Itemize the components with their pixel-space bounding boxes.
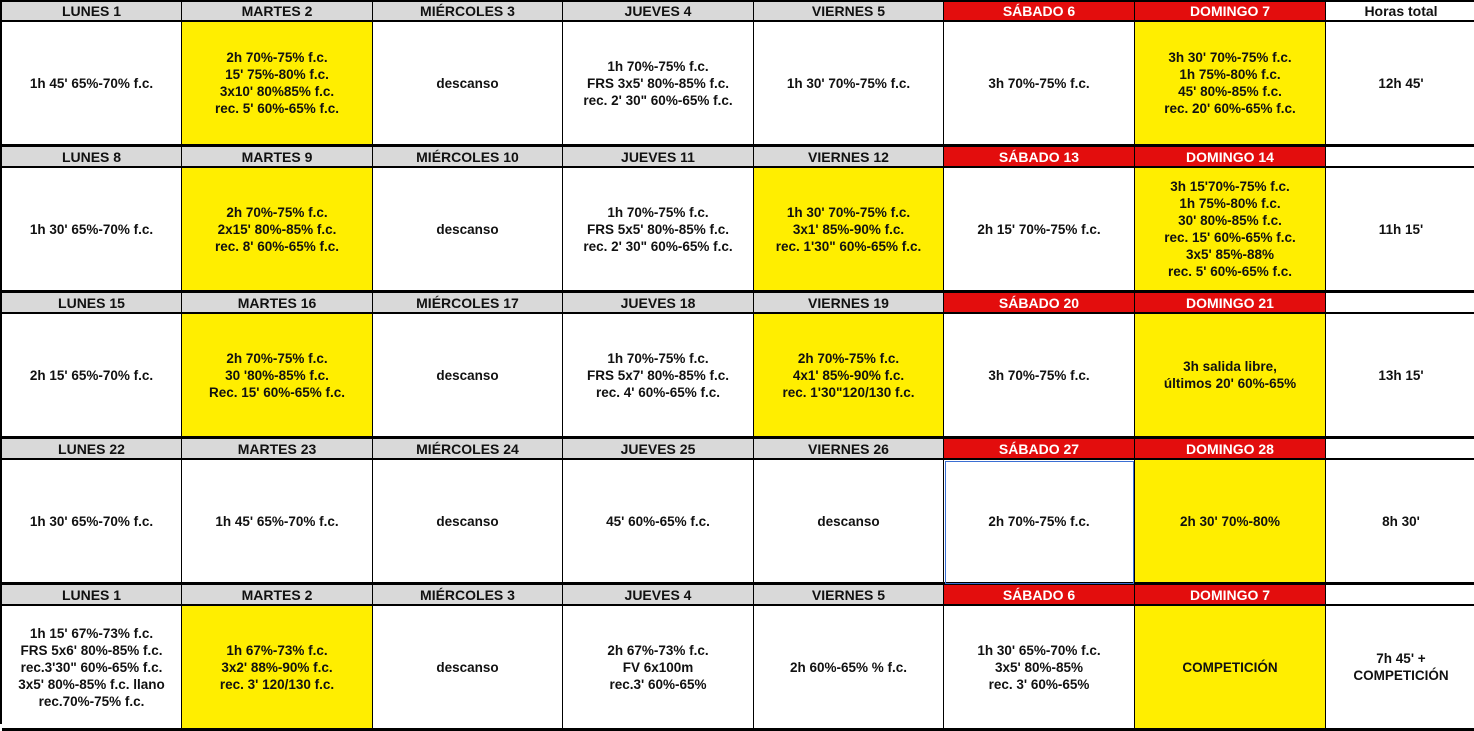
day-header[interactable]: VIERNES 19 xyxy=(754,293,944,314)
workout-cell[interactable]: 1h 30' 65%-70% f.c. 3x5' 80%-85% rec. 3' 60%-65% xyxy=(944,606,1135,731)
day-header[interactable]: JUEVES 11 xyxy=(563,147,754,168)
workout-cell[interactable]: 2h 30' 70%-80% xyxy=(1135,460,1326,585)
day-header[interactable]: JUEVES 4 xyxy=(563,2,754,22)
total-header-empty[interactable] xyxy=(1326,439,1474,460)
weekly-total-cell[interactable]: 8h 30' xyxy=(1326,460,1474,585)
day-header[interactable]: DOMINGO 21 xyxy=(1135,293,1326,314)
total-hours-header[interactable]: Horas total xyxy=(1326,2,1474,22)
day-header[interactable]: DOMINGO 7 xyxy=(1135,2,1326,22)
weekly-total-cell[interactable]: 7h 45' + COMPETICIÓN xyxy=(1326,606,1474,731)
day-header[interactable]: DOMINGO 28 xyxy=(1135,439,1326,460)
day-header[interactable]: VIERNES 5 xyxy=(754,2,944,22)
day-header[interactable]: MIÉRCOLES 10 xyxy=(373,147,563,168)
workout-cell[interactable]: 3h 15'70%-75% f.c. 1h 75%-80% f.c. 30' 80%-85% f.c. rec. 15' 60%-65% f.c. 3x5' 85%-88% rec. 5' 60%-65% f.c. xyxy=(1135,168,1326,293)
workout-cell[interactable]: 3h 70%-75% f.c. xyxy=(944,314,1135,439)
workout-cell[interactable]: 1h 30' 70%-75% f.c. 3x1' 85%-90% f.c. rec. 1'30" 60%-65% f.c. xyxy=(754,168,944,293)
day-header[interactable]: LUNES 1 xyxy=(2,2,182,22)
workout-cell[interactable]: 2h 15' 65%-70% f.c. xyxy=(2,314,182,439)
workout-cell[interactable]: descanso xyxy=(373,460,563,585)
day-header[interactable]: SÁBADO 6 xyxy=(944,585,1135,606)
day-header[interactable]: SÁBADO 27 xyxy=(944,439,1135,460)
day-header[interactable]: VIERNES 12 xyxy=(754,147,944,168)
workout-cell[interactable]: 2h 70%-75% f.c. 30 '80%-85% f.c. Rec. 15' 60%-65% f.c. xyxy=(182,314,373,439)
workout-cell[interactable]: 1h 70%-75% f.c. FRS 5x7' 80%-85% f.c. rec. 4' 60%-65% f.c. xyxy=(563,314,754,439)
workout-cell[interactable]: descanso xyxy=(373,314,563,439)
day-header[interactable]: LUNES 15 xyxy=(2,293,182,314)
workout-cell[interactable]: descanso xyxy=(373,22,563,147)
workout-cell[interactable]: 3h 30' 70%-75% f.c. 1h 75%-80% f.c. 45' 80%-85% f.c. rec. 20' 60%-65% f.c. xyxy=(1135,22,1326,147)
day-header[interactable]: JUEVES 4 xyxy=(563,585,754,606)
workout-cell[interactable]: 3h salida libre, últimos 20' 60%-65% xyxy=(1135,314,1326,439)
day-header[interactable]: MARTES 23 xyxy=(182,439,373,460)
workout-cell[interactable]: 1h 45' 65%-70% f.c. xyxy=(182,460,373,585)
day-header[interactable]: LUNES 1 xyxy=(2,585,182,606)
day-header[interactable]: DOMINGO 14 xyxy=(1135,147,1326,168)
workout-cell[interactable]: 2h 70%-75% f.c. 15' 75%-80% f.c. 3x10' 80%85% f.c. rec. 5' 60%-65% f.c. xyxy=(182,22,373,147)
day-header[interactable]: JUEVES 18 xyxy=(563,293,754,314)
day-header[interactable]: VIERNES 5 xyxy=(754,585,944,606)
day-header[interactable]: MARTES 2 xyxy=(182,585,373,606)
day-header[interactable]: VIERNES 26 xyxy=(754,439,944,460)
day-header[interactable]: MARTES 9 xyxy=(182,147,373,168)
day-header[interactable]: MARTES 16 xyxy=(182,293,373,314)
day-header[interactable]: JUEVES 25 xyxy=(563,439,754,460)
workout-cell[interactable]: descanso xyxy=(754,460,944,585)
day-header[interactable]: MIÉRCOLES 24 xyxy=(373,439,563,460)
workout-cell[interactable]: 1h 70%-75% f.c. FRS 3x5' 80%-85% f.c. rec. 2' 30" 60%-65% f.c. xyxy=(563,22,754,147)
day-header[interactable]: SÁBADO 20 xyxy=(944,293,1135,314)
day-header[interactable]: SÁBADO 13 xyxy=(944,147,1135,168)
workout-cell[interactable]: 2h 70%-75% f.c. 2x15' 80%-85% f.c. rec. 8' 60%-65% f.c. xyxy=(182,168,373,293)
workout-cell[interactable]: 1h 30' 70%-75% f.c. xyxy=(754,22,944,147)
total-header-empty[interactable] xyxy=(1326,585,1474,606)
day-header[interactable]: MIÉRCOLES 17 xyxy=(373,293,563,314)
workout-cell[interactable]: 1h 70%-75% f.c. FRS 5x5' 80%-85% f.c. rec. 2' 30" 60%-65% f.c. xyxy=(563,168,754,293)
weekly-total-cell[interactable]: 11h 15' xyxy=(1326,168,1474,293)
day-header[interactable]: LUNES 22 xyxy=(2,439,182,460)
workout-cell[interactable]: COMPETICIÓN xyxy=(1135,606,1326,731)
day-header[interactable]: DOMINGO 7 xyxy=(1135,585,1326,606)
day-header[interactable]: SÁBADO 6 xyxy=(944,2,1135,22)
workout-cell[interactable]: 1h 30' 65%-70% f.c. xyxy=(2,168,182,293)
day-header[interactable]: MARTES 2 xyxy=(182,2,373,22)
total-header-empty[interactable] xyxy=(1326,147,1474,168)
workout-cell[interactable]: 2h 15' 70%-75% f.c. xyxy=(944,168,1135,293)
workout-cell[interactable]: 3h 70%-75% f.c. xyxy=(944,22,1135,147)
workout-cell[interactable]: descanso xyxy=(373,606,563,731)
workout-cell[interactable]: 2h 70%-75% f.c. 4x1' 85%-90% f.c. rec. 1'30"120/130 f.c. xyxy=(754,314,944,439)
workout-cell[interactable]: 2h 60%-65% % f.c. xyxy=(754,606,944,731)
weekly-total-cell[interactable]: 13h 15' xyxy=(1326,314,1474,439)
weekly-total-cell[interactable]: 12h 45' xyxy=(1326,22,1474,147)
workout-cell[interactable]: 2h 67%-73% f.c. FV 6x100m rec.3' 60%-65% xyxy=(563,606,754,731)
total-header-empty[interactable] xyxy=(1326,293,1474,314)
workout-cell[interactable]: 1h 67%-73% f.c. 3x2' 88%-90% f.c. rec. 3' 120/130 f.c. xyxy=(182,606,373,731)
workout-cell[interactable]: 1h 15' 67%-73% f.c. FRS 5x6' 80%-85% f.c. rec.3'30" 60%-65% f.c. 3x5' 80%-85% f.c. llano rec.70%-75% f.c. xyxy=(2,606,182,731)
day-header[interactable]: MIÉRCOLES 3 xyxy=(373,2,563,22)
day-header[interactable]: MIÉRCOLES 3 xyxy=(373,585,563,606)
workout-cell[interactable]: 1h 45' 65%-70% f.c. xyxy=(2,22,182,147)
workout-cell[interactable]: descanso xyxy=(373,168,563,293)
workout-cell[interactable]: 1h 30' 65%-70% f.c. xyxy=(2,460,182,585)
workout-cell[interactable]: 2h 70%-75% f.c. xyxy=(944,460,1135,585)
workout-cell[interactable]: 45' 60%-65% f.c. xyxy=(563,460,754,585)
day-header[interactable]: LUNES 8 xyxy=(2,147,182,168)
